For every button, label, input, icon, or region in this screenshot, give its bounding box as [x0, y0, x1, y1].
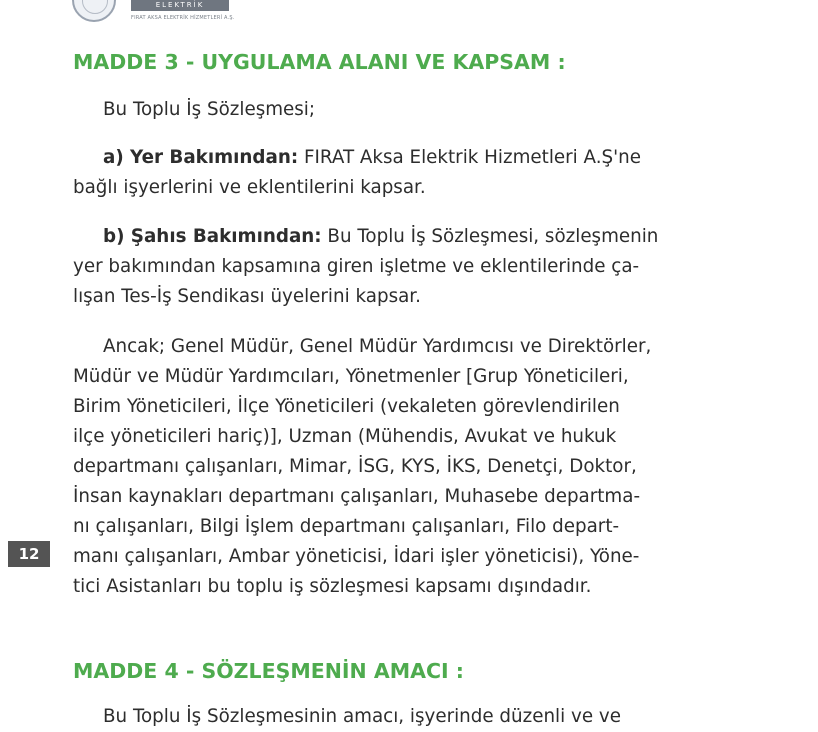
madde-4-heading: MADDE 4 - SÖZLEŞMENİN AMACI : — [73, 659, 464, 683]
exclusion-line: nı çalışanları, Bilgi İşlem departmanı çalışanları, Filo depart- — [73, 516, 620, 537]
clause-a-text-line-1: FIRAT Aksa Elektrik Hizmetleri A.Ş'ne — [303, 147, 642, 168]
exclusion-line: Ancak; Genel Müdür, Genel Müdür Yardımcısı ve Direktörler, — [103, 336, 652, 357]
madde-3-heading: MADDE 3 - UYGULAMA ALANI VE KAPSAM : — [73, 50, 566, 74]
exclusion-line: Birim Yöneticileri, İlçe Yöneticileri (vekaleten görevlendirilen — [73, 396, 620, 417]
exclusion-line: tici Asistanları bu toplu iş sözleşmesi kapsamı dışındadır. — [73, 576, 592, 597]
clause-b-paragraph — [73, 222, 730, 312]
madde-4-partial-line: Bu Toplu İş Sözleşmesinin amacı, işyerinde düzenli ve ve — [103, 706, 621, 727]
company-logo-subtitle: FIRAT AKSA ELEKTRİK HİZMETLERİ A.Ş. — [131, 15, 235, 21]
clause-b-text-line-1: Bu Toplu İş Sözleşmesi, sözleşmenin — [327, 226, 659, 247]
clause-b-label: b) Şahıs Bakımından: — [103, 226, 322, 247]
company-logo-word: ELEKTRİK — [155, 1, 205, 9]
clause-a-text-line-2: bağlı işyerlerini ve eklentilerini kapsar. — [73, 177, 426, 198]
exclusion-line: manı çalışanları, Ambar yöneticisi, İdari işler yöneticisi), Yöne- — [73, 546, 640, 567]
madde-4-partial-paragraph — [73, 702, 730, 732]
document-header — [0, 0, 818, 26]
clause-a-paragraph — [73, 143, 730, 203]
exclusion-line: departmanı çalışanları, Mimar, İSG, KYS, İKS, Denetçi, Doktor, — [73, 456, 637, 477]
clause-a-label: a) Yer Bakımından: — [103, 147, 299, 168]
clause-b-text-line-3: lışan Tes-İş Sendikası üyelerini kapsar. — [73, 286, 421, 307]
union-seal-logo — [72, 0, 116, 22]
exclusion-line: ilçe yöneticileri hariç)], Uzman (Mühendis, Avukat ve hukuk — [73, 426, 617, 447]
exclusions-paragraph — [73, 332, 730, 602]
page-number-tab: 12 — [8, 541, 50, 567]
exclusion-line: İnsan kaynakları departmanı çalışanları, Muhasebe departma- — [73, 486, 641, 507]
intro-text: Bu Toplu İş Sözleşmesi; — [103, 99, 316, 120]
clause-b-text-line-2: yer bakımından kapsamına giren işletme ve eklentilerinde ça- — [73, 256, 640, 277]
exclusion-line: Müdür ve Müdür Yardımcıları, Yönetmenler [Grup Yöneticileri, — [73, 366, 629, 387]
madde-3-intro — [73, 95, 730, 125]
